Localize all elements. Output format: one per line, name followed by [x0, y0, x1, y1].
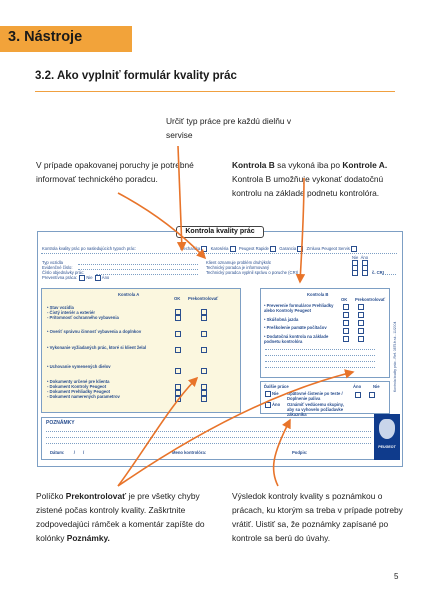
- quality-control-form: [37, 228, 403, 467]
- notes-label: POZNÁMKY: [46, 420, 75, 426]
- further-work-row-no: [264, 391, 279, 397]
- control-b-item: • Dodatočná kontrola na základe podnetu kontrolóra: [264, 334, 329, 344]
- control-a-item: • Vykonanie vyžiadaných prác, ktoré si klient želal: [47, 345, 147, 350]
- further-work-yes-label: Áno: [272, 402, 281, 408]
- further-work-checkbox[interactable]: [369, 392, 375, 398]
- notes-line[interactable]: [46, 437, 371, 438]
- work-type-checkbox[interactable]: [270, 246, 276, 252]
- control-a-ok-checkbox[interactable]: [175, 368, 181, 374]
- work-type-3: Garancia: [279, 246, 297, 252]
- control-a-recheck-checkbox[interactable]: [201, 396, 207, 402]
- control-a-panel: [41, 288, 241, 413]
- control-b-col-recheck: Prekontrolovať: [355, 297, 386, 302]
- control-b-ok-checkbox[interactable]: [343, 304, 349, 310]
- control-b-item: • Preverenie formulárov Prehliadky alebo Kontroly Peugeot: [264, 303, 334, 313]
- control-a-ok-checkbox[interactable]: [175, 347, 181, 353]
- further-work-title: Ďalšie práce: [264, 384, 289, 389]
- order-number-field: Číslo objednávky prác:: [42, 270, 85, 275]
- control-a-ok-checkbox[interactable]: [175, 331, 181, 337]
- control-a-checkbox-column: [174, 309, 182, 402]
- field-line: [78, 269, 198, 270]
- section-divider: [35, 91, 395, 92]
- chapter-title: 3. Nástroje: [8, 29, 83, 45]
- work-type-0: Mechanika: [180, 246, 201, 252]
- preventive-no-checkbox[interactable]: [79, 275, 85, 281]
- control-b-ok-checkbox[interactable]: [343, 328, 349, 334]
- control-a-item: • Dokumenty určené pre klienta: [47, 379, 110, 384]
- control-a-recheck-checkbox[interactable]: [201, 347, 207, 353]
- info-label-0: Klient oznamuje problém druhýkrát: [206, 260, 271, 265]
- work-type-label: Kontrola kvality prác po nasledujúcich typoch prác:: [42, 246, 137, 251]
- footer-date-label: Dátum:: [50, 450, 65, 455]
- control-b-ok-checkbox[interactable]: [343, 336, 349, 342]
- info-label-2: Technický poradca vyplnil správu o poruche (CRI): [206, 270, 299, 275]
- info-yes-header: Áno: [360, 255, 369, 260]
- callout-work-type: Určiť typ práce pre každú dielňu v servise: [166, 116, 292, 140]
- control-b-recheck-checkbox[interactable]: [358, 320, 364, 326]
- further-work-yes-checkbox[interactable]: [265, 402, 271, 408]
- further-work-checkboxes: [354, 392, 376, 398]
- work-type-checkbox[interactable]: [351, 246, 357, 252]
- control-b-recheck-checkbox[interactable]: [358, 312, 364, 318]
- further-work-no-text: Opätovné čistenie po teste / Doplnenie paliva: [287, 391, 343, 401]
- control-a-ok-checkbox[interactable]: [175, 396, 181, 402]
- control-a-item: • Uchovanie vymenených dielov: [47, 364, 111, 369]
- info-checkbox[interactable]: [352, 270, 358, 276]
- further-work-col-yes: Áno: [353, 384, 362, 389]
- control-a-recheck-checkbox[interactable]: [201, 315, 207, 321]
- control-b-recheck-checkbox[interactable]: [358, 336, 364, 342]
- control-a-item: - Čistý interiér a exteriér: [47, 310, 95, 315]
- control-b-panel: [260, 288, 390, 378]
- control-b-item: • Preškolenie pamäte počítačov: [264, 325, 327, 330]
- control-b-recheck-checkbox[interactable]: [358, 304, 364, 310]
- control-b-checkbox-column: [342, 303, 365, 343]
- work-type-4: Zmluva Peugeot Servis: [306, 246, 350, 252]
- further-work-checkbox[interactable]: [355, 392, 361, 398]
- callout-control-b-text-1: sa vykoná iba po: [274, 160, 343, 170]
- notes-line[interactable]: [46, 443, 371, 444]
- callout-control-b-bold-1: Kontrola B: [232, 160, 275, 170]
- control-a-col-recheck: Prekontrolovať: [188, 296, 219, 301]
- control-b-comment-line: [265, 355, 375, 356]
- callout-control-b-bold-2: Kontrole A.: [342, 160, 388, 170]
- control-a-item: - Dokument Prehliadky Peugeot: [47, 389, 111, 394]
- further-work-no-label: Nie: [272, 391, 279, 397]
- field-line: [78, 264, 198, 265]
- footer-controller-label: Meno kontrolóra:: [172, 450, 207, 455]
- callout-recheck-text-1: Políčko: [36, 491, 66, 501]
- callout-control-b-text-2: Kontrola B umožňuje vykonať dodatočnú kontrolu na základe podnetu kontrolóra.: [232, 174, 384, 198]
- further-work-yes-text: Oznámiť vedúcemu skupiny, aby sa vyhovelo požiadavke zákazníka: [287, 402, 344, 417]
- work-type-1: Karoséria: [210, 246, 229, 252]
- field-line: [96, 274, 198, 275]
- preventive-yes-label: Áno: [101, 275, 110, 281]
- control-a-recheck-checkbox[interactable]: [201, 368, 207, 374]
- work-type-2: Peugeot Rapide: [238, 246, 269, 252]
- control-b-col-ok: OK: [341, 297, 348, 302]
- preventive-no-label: Nie: [86, 275, 93, 281]
- form-title: Kontrola kvality prác: [176, 226, 264, 238]
- control-a-ok-checkbox[interactable]: [175, 315, 181, 321]
- further-work-no-checkbox[interactable]: [265, 391, 271, 397]
- notes-panel: [41, 417, 378, 460]
- registration-field: Evidenčné číslo:: [42, 265, 73, 270]
- page-number: 5: [394, 572, 399, 581]
- peugeot-lion-icon: [379, 419, 395, 439]
- control-b-comment-line: [265, 349, 375, 350]
- notes-line[interactable]: [46, 431, 371, 432]
- callout-control-b: [232, 158, 402, 200]
- further-work-col-no: Nie: [373, 384, 380, 389]
- callout-result: Výsledok kontroly kvality s poznámkou o prácach, ku ktorým sa treba v prípade potreby vrátiť. Uistiť sa, že poznámky zapísané po kontrole sa berú do úvahy.: [232, 491, 403, 543]
- control-a-recheck-checkbox[interactable]: [201, 331, 207, 337]
- info-label-1: Technický poradca je informovaný: [206, 265, 270, 270]
- control-b-recheck-checkbox[interactable]: [358, 328, 364, 334]
- work-type-checkbox[interactable]: [297, 246, 303, 252]
- control-a-item: - Dokument namerených parametrov: [47, 394, 120, 399]
- work-type-checkbox[interactable]: [201, 246, 207, 252]
- control-a-item: • Stav vozidla: [47, 305, 74, 310]
- form-reference-text: Kontrola kvality prác - Ref. 0875.fr.sk - 11/2004: [393, 321, 397, 392]
- work-type-row: [42, 246, 136, 251]
- info-checkboxes-2: [351, 270, 369, 276]
- divider: [41, 253, 397, 254]
- info-no-header: Nie: [352, 255, 359, 260]
- info-checkbox[interactable]: [362, 270, 368, 276]
- callout-repeat-fault: V prípade opakovanej poruchy je potrebné informovať technického poradcu.: [36, 160, 194, 184]
- further-work-row-yes: [264, 402, 280, 408]
- control-b-title: Kontrola B: [307, 292, 329, 297]
- preventive-work-label: Preventívna práca:: [42, 275, 78, 281]
- preventive-yes-checkbox[interactable]: [95, 275, 101, 281]
- control-b-comment-line: [265, 361, 375, 362]
- peugeot-logo: [374, 414, 400, 460]
- callout-recheck: [36, 489, 216, 545]
- footer-signature-label: Podpis:: [292, 450, 308, 455]
- control-a-item: • Overiť správnu činnosť vybavenia a doplnkov: [47, 329, 142, 334]
- callout-recheck-text-2: je pre všetky chyby zistené počas kontroly kvality. Zaškrtnite zodpovedajúci rámček a komentár zapíšte do kolónky: [36, 491, 205, 543]
- control-b-comment-line: [265, 367, 375, 368]
- cri-label: č. CRI: [372, 270, 384, 275]
- work-type-checkbox[interactable]: [230, 246, 236, 252]
- vehicle-type-field: Typ vozidla: [42, 260, 63, 265]
- control-a-item: - Prítomnosť ochranného vybavenia: [47, 315, 119, 320]
- control-a-item: - Dokument Kontroly Peugeot: [47, 384, 107, 389]
- control-b-item: • Skúšobná jazda: [264, 317, 299, 322]
- control-a-col-ok: OK: [174, 296, 181, 301]
- chapter-header-bar: [0, 26, 132, 52]
- control-a-recheck-column: [200, 309, 208, 402]
- control-b-ok-checkbox[interactable]: [343, 312, 349, 318]
- info-row-2: [206, 270, 298, 275]
- section-title: 3.2. Ako vyplniť formulár kvality prác: [35, 70, 237, 82]
- field-line: [382, 274, 396, 275]
- control-b-ok-checkbox[interactable]: [343, 320, 349, 326]
- peugeot-brand-text: PEUGEOT: [378, 445, 396, 449]
- further-work-panel: [260, 381, 390, 417]
- callout-recheck-bold-2: Poznámky.: [66, 533, 110, 543]
- work-type-options: [180, 246, 358, 252]
- control-a-title: Kontrola A: [118, 292, 140, 297]
- footer-date: Dátum: / /: [50, 450, 85, 455]
- callout-recheck-bold-1: Prekontrolovať: [65, 491, 127, 501]
- preventive-work-field: [42, 275, 109, 281]
